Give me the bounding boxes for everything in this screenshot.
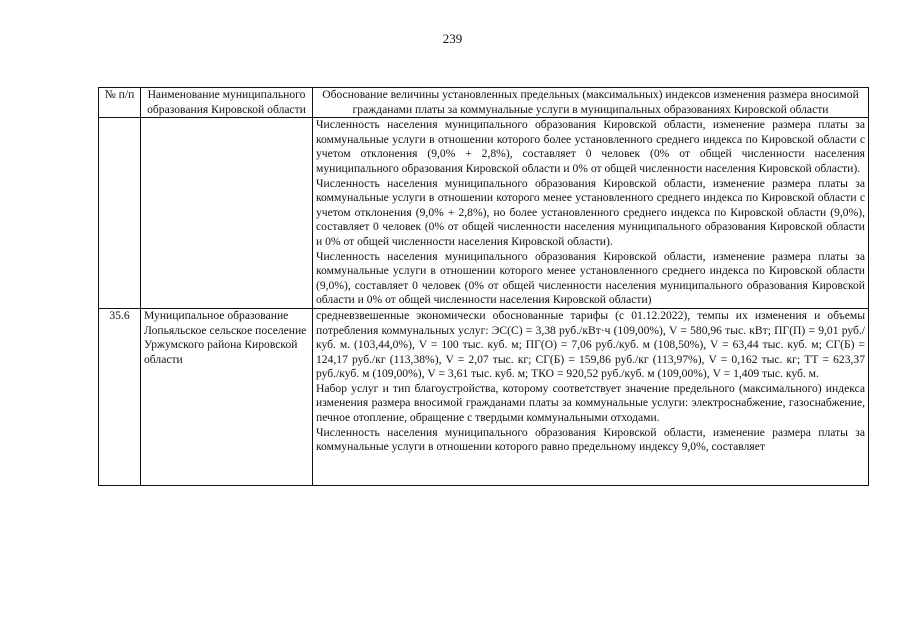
paragraph: Набор услуг и тип благоустройства, которому соответствует значение предельного (максимального) индекса изменения размера вносимой гражданами платы за коммунальные услуги: электроснабжение, газоснабжение, печное отопление, обращение с твердыми коммунальными отходами. <box>316 381 865 425</box>
cell-name-empty <box>141 118 313 309</box>
cell-basis-continued <box>313 118 869 309</box>
basis-text-container <box>316 309 865 485</box>
paragraph: Численность населения муниципального образования Кировской области, изменение размера платы за коммунальные услуги в отношении которого более установленного среднего индекса по Кировской области с учетом отклонения (9,0% + 2,8%), составляет 0 человек (0% от общей численности населения муниципального образования Кировской области и 0% от общей численности населения Кировской области). <box>316 118 865 175</box>
header-municipality-name: Наименование муниципального образования Кировской области <box>141 88 313 118</box>
paragraph: Численность населения муниципального образования Кировской области, изменение размера платы за коммунальные услуги в отношении которого равно предельному индексу 9,0%, составляет <box>316 425 865 454</box>
table-row-35-6 <box>99 308 869 485</box>
paragraph: средневзвешенные экономически обоснованные тарифы (с 01.12.2022), темпы их изменения и объемы потребления коммунальных услуг: ЭС(С) = 3,38 руб./кВт·ч (109,00%), V = 580,96 тыс. кВт; ПГ(П) = 9,01 руб./куб. м. (103,44,0%), V = 100 тыс. куб. м; ПГ(О) = 7,06 руб./куб. м (108,50%), V = 63,44 тыс. куб. м; СГ(Б) = 124,17 руб./кг (113,38%), V = 2,07 тыс. кг; СГ(Б) = 159,86 руб./кг (113,97%), V = 0,162 тыс. кг; ТТ = 623,37 руб./куб. м (109,00%), V = 3,61 тыс. куб. м; ТКО = 920,52 руб./куб. м (109,00%), V = 1,409 тыс. куб. м. <box>316 308 865 381</box>
header-basis: Обоснование величины установленных предельных (максимальных) индексов изменения размера вносимой гражданами платы за коммунальные услуги в муниципальных образованиях Кировской области <box>313 88 869 118</box>
header-number: № п/п <box>99 88 141 118</box>
cell-basis <box>313 308 869 485</box>
cell-row-number: 35.6 <box>99 308 141 485</box>
cell-municipality-name: Муниципальное образование Лопьяльское сельское поселение Уржумского района Кировской области <box>141 308 313 485</box>
paragraph: Численность населения муниципального образования Кировской области, изменение размера платы за коммунальные услуги в отношении которого менее установленного среднего индекса по Кировской области с учетом отклонения (9,0% + 2,8%), но более установленного среднего индекса по Кировской области (9,0%), составляет 0 человек (0% от общей численности населения муниципального образования Кировской области и 0% от общей численности населения Кировской области). <box>316 176 865 248</box>
table-row-continued <box>99 118 869 309</box>
page-number: 239 <box>442 31 463 46</box>
indices-table <box>98 87 869 486</box>
paragraph: Численность населения муниципального образования Кировской области, изменение размера платы за коммунальные услуги в отношении которого менее установленного среднего индекса по Кировской области (9,0%), составляет 0 человек (0% от общей численности населения муниципального образования Кировской области и 0% от общей численности населения Кировской области) <box>316 249 865 307</box>
cell-number-empty <box>99 118 141 309</box>
table-header-row <box>99 88 869 118</box>
